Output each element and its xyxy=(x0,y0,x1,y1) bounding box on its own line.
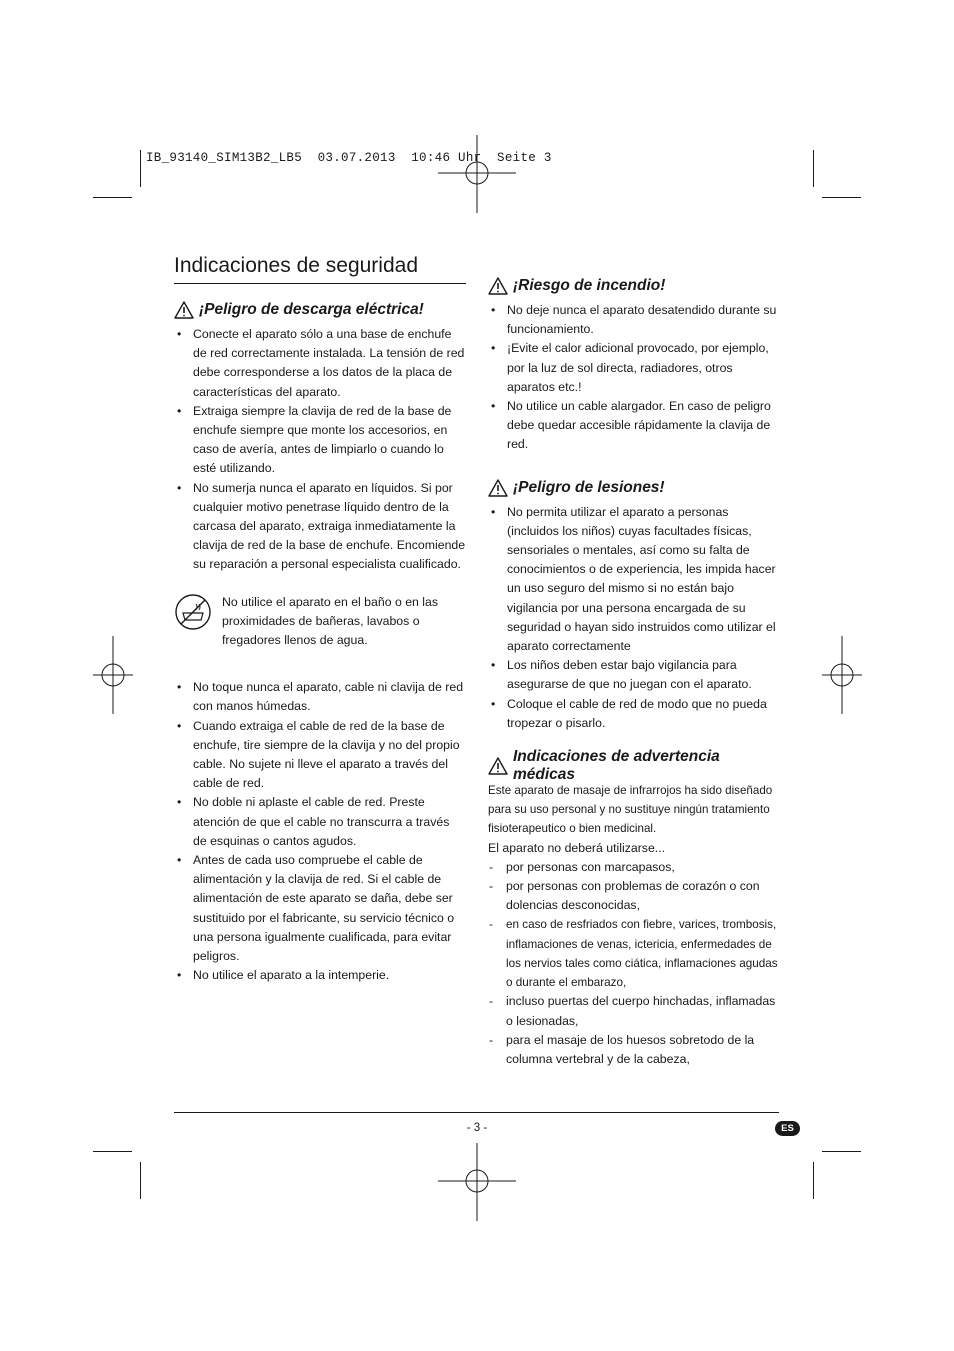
page-number: - 3 - xyxy=(466,1122,488,1134)
left-column xyxy=(174,298,466,986)
crop-mark xyxy=(822,1151,861,1152)
crop-mark xyxy=(140,1162,141,1199)
section-heading-text: ¡Riesgo de incendio! xyxy=(513,277,666,294)
right-column xyxy=(488,274,780,1069)
registration-mark-bottom xyxy=(438,1143,516,1221)
print-slug: IB_93140_SIM13B2_LB5 03.07.2013 10:46 Uhr Seite 3 xyxy=(146,151,552,165)
injury-list xyxy=(488,503,780,733)
electric-list-continued xyxy=(174,678,466,985)
medical-intro: Este aparato de masaje de infrarrojos ha sido diseñado para su uso personal y no sustituye ningún tratamiento fisioterapeutico o bien medicinal. xyxy=(488,784,773,836)
fire-list xyxy=(488,301,780,455)
crop-mark xyxy=(93,197,132,198)
list-item: • No deje nunca el aparato desatendido durante su funcionamiento. xyxy=(488,301,780,339)
list-item: • Antes de cada uso compruebe el cable de alimentación y la clavija de red. Si el cable de alimentación de este aparato se daña, debe ser sustituido por el fabricante, su servicio técnico o una persona igualmente cualificada, para evitar peligros. xyxy=(174,851,466,966)
crop-mark xyxy=(140,150,141,187)
section-heading-electric xyxy=(174,298,466,322)
warning-triangle-icon xyxy=(174,301,194,319)
list-item: • Conecte el aparato sólo a una base de enchufe de red correctamente instalada. La tensión de red debe corresponderse a los datos de la placa de características del aparato. xyxy=(174,325,466,402)
section-heading-injury xyxy=(488,476,780,500)
list-item: • ¡Evite el calor adicional provocado, por ejemplo, por la luz de sol directa, radiadores, otros aparatos etc.! xyxy=(488,339,780,397)
medical-lead: El aparato no deberá utilizarse... xyxy=(488,840,666,855)
section-heading-text: ¡Peligro de lesiones! xyxy=(513,478,665,496)
section-heading-text: Indicaciones de advertencia médicas xyxy=(513,748,720,784)
list-item: • No doble ni aplaste el cable de red. Preste atención de que el cable no transcurra a través de esquinas o cantos agudos. xyxy=(174,793,466,851)
warning-triangle-icon xyxy=(488,757,508,775)
no-bath-icon xyxy=(174,593,212,631)
list-item: - incluso puertas del cuerpo hinchadas, inflamadas o lesionadas, xyxy=(488,992,780,1030)
language-badge: ES xyxy=(775,1121,800,1136)
footer-rule xyxy=(174,1112,779,1113)
list-item: - para el masaje de los huesos sobretodo de la columna vertebral y de la cabeza, xyxy=(488,1031,780,1069)
registration-mark-left xyxy=(93,636,133,714)
crop-mark xyxy=(822,197,861,198)
section-heading-text: ¡Peligro de descarga eléctrica! xyxy=(199,301,424,318)
list-item: • Los niños deben estar bajo vigilancia para asegurarse de que no juegan con el aparato. xyxy=(488,656,780,694)
list-item: • Coloque el cable de red de modo que no pueda tropezar o pisarlo. xyxy=(488,695,780,733)
electric-list xyxy=(174,325,466,575)
list-item: • Extraiga siempre la clavija de red de la base de enchufe siempre que monte los accesorios, en caso de avería, antes de limpiarlo o cuando lo esté utilizando. xyxy=(174,402,466,479)
registration-mark-right xyxy=(822,636,862,714)
warning-triangle-icon xyxy=(488,277,508,295)
section-heading-fire xyxy=(488,274,780,298)
list-item: • No utilice el aparato a la intemperie. xyxy=(174,966,466,985)
crop-mark xyxy=(813,1162,814,1199)
warning-triangle-icon xyxy=(488,479,508,497)
page-title: Indicaciones de seguridad xyxy=(174,254,419,277)
registration-mark-top xyxy=(438,135,516,213)
bath-notice xyxy=(174,593,466,651)
list-item: - en caso de resfriados con fiebre, varices, trombosis, inflamaciones de venas, ictericia, enfermedades de los nervios tales como ciática, inflamaciones agudas o durante el embarazo, xyxy=(488,915,780,992)
list-item: • No permita utilizar el aparato a personas (incluidos los niños) cuyas facultades físicas, sensoriales o mentales, así como su falta de conocimientos o de experiencia, les impida hacer un uso seguro del mismo si no están bajo vigilancia por una persona encargada de su seguridad o hayan sido instruidos como utilizar el aparato correctamente xyxy=(488,503,780,657)
list-item: • No utilice un cable alargador. En caso de peligro debe quedar accesible rápidamente la clavija de red. xyxy=(488,397,780,455)
crop-mark xyxy=(93,1151,132,1152)
list-item: • No toque nunca el aparato, cable ni clavija de red con manos húmedas. xyxy=(174,678,466,716)
list-item: - por personas con marcapasos, xyxy=(488,858,780,877)
list-item: • Cuando extraiga el cable de red de la base de enchufe, tire siempre de la clavija y no del propio cable. No sujete ni lleve el aparato a través del cable de red. xyxy=(174,717,466,794)
crop-mark xyxy=(813,150,814,187)
bath-notice-text: No utilice el aparato en el baño o en las proximidades de bañeras, lavabos o fregadores llenos de agua. xyxy=(222,594,439,648)
list-item: • No sumerja nunca el aparato en líquidos. Si por cualquier motivo penetrase líquido dentro de la carcasa del aparato, extraiga inmediatamente la clavija de red de la base de enchufe. Encomiende su reparación a personal especialista cualificado. xyxy=(174,479,466,575)
list-item: - por personas con problemas de corazón o con dolencias desconocidas, xyxy=(488,877,780,915)
title-underline xyxy=(174,283,466,284)
medical-list xyxy=(488,858,780,1069)
section-heading-medical xyxy=(488,748,780,784)
